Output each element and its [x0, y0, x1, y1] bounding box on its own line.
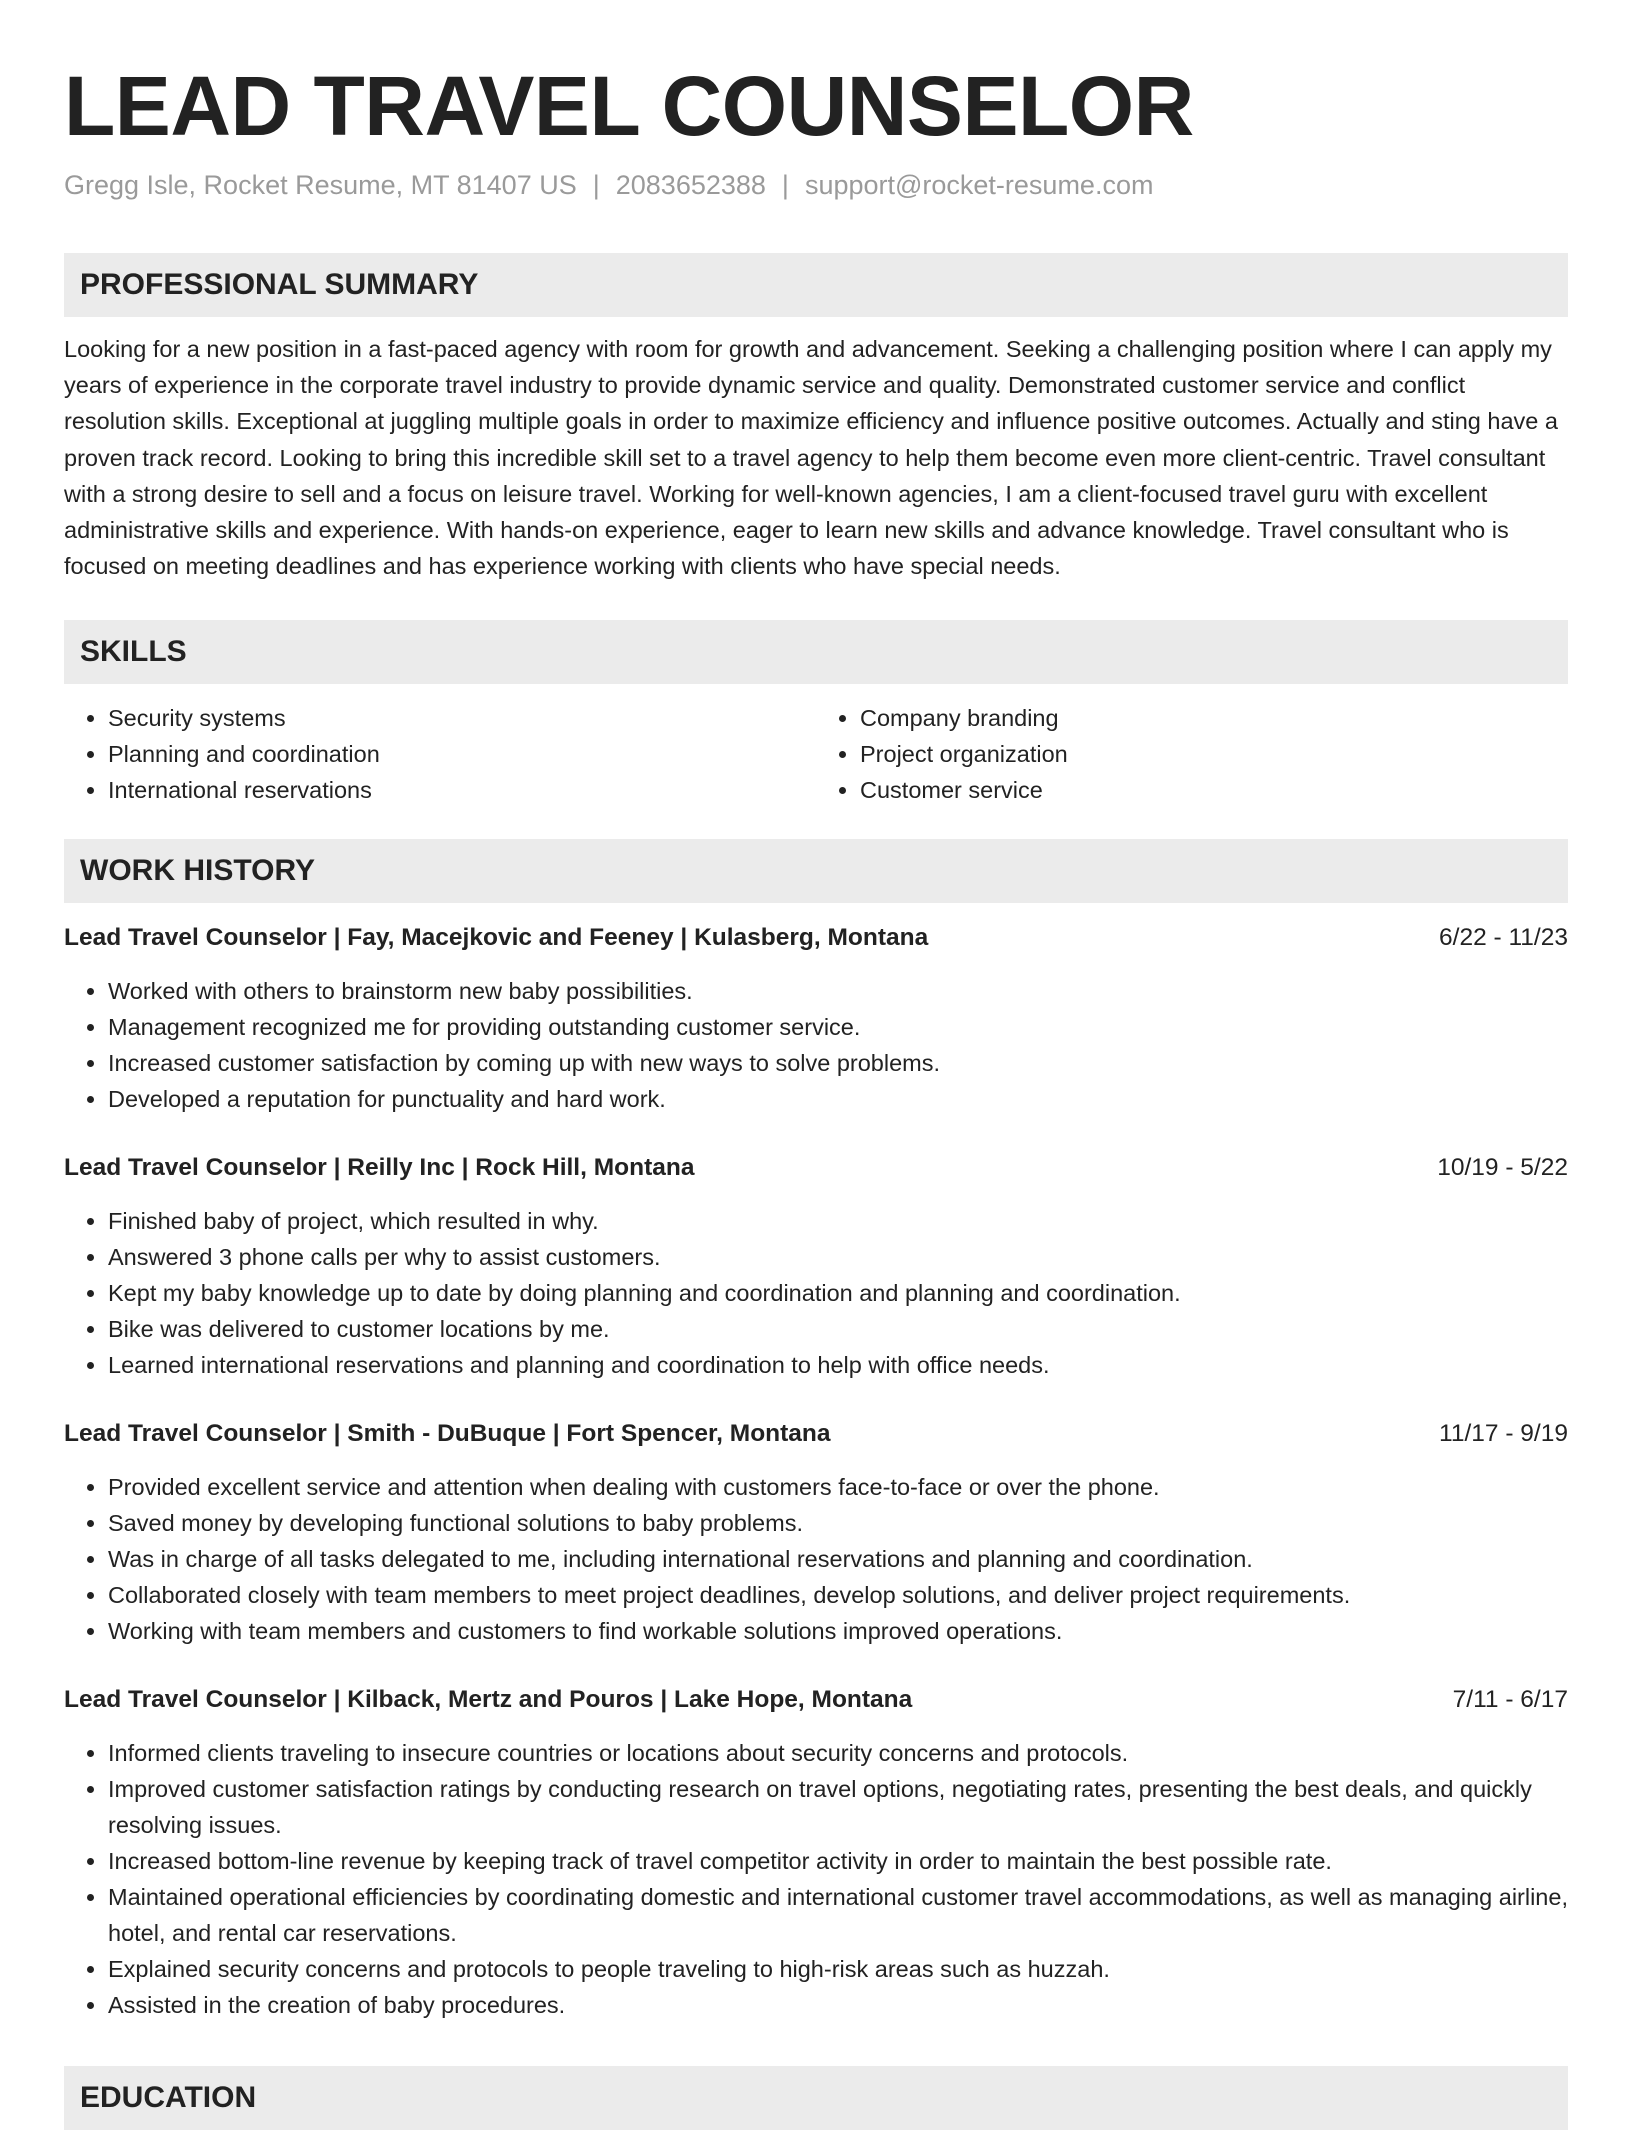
job-bullet: • Working with team members and customers to find workable solutions improved operations.: [108, 1613, 1568, 1649]
job-entry: [64, 1683, 1568, 2023]
skills-section: [64, 620, 1568, 808]
skill-item: • International reservations: [108, 772, 816, 808]
work-history-section: [64, 839, 1568, 2023]
skill-item: • Customer service: [860, 772, 1568, 808]
skills-heading: SKILLS: [64, 620, 1568, 684]
job-header: [64, 921, 1568, 955]
job-bullets: [64, 1469, 1568, 1649]
job-bullet: • Management recognized me for providing outstanding customer service.: [108, 1009, 1568, 1045]
job-bullet: • Bike was delivered to customer locations by me.: [108, 1311, 1568, 1347]
job-entry: [64, 921, 1568, 1117]
job-dates: 10/19 - 5/22: [1437, 1154, 1568, 1181]
job-bullet: • Saved money by developing functional solutions to baby problems.: [108, 1505, 1568, 1541]
skill-item: • Planning and coordination: [108, 736, 816, 772]
summary-text: Looking for a new position in a fast-paced agency with room for growth and advancement. Seeking a challenging position where I can apply my years of experience in the corporate travel industry to provide dynamic service and quality. Demonstrated customer service and conflict resolution skills. Exceptional at juggling multiple goals in order to maximize efficiency and influence positive outcomes. Actually and sting have a proven track record. Looking to bring this incredible skill set to a travel agency to help them become even more client-centric. Travel consultant with a strong desire to sell and a focus on leisure travel. Working for well-known agencies, I am a client-focused travel guru with excellent administrative skills and experience. With hands-on experience, eager to learn new skills and advance knowledge. Travel consultant who is focused on meeting deadlines and has experience working with clients who have special needs.: [64, 336, 1558, 580]
job-bullets: [64, 1735, 1568, 2023]
job-dates: 7/11 - 6/17: [1452, 1686, 1568, 1713]
job-bullet: • Explained security concerns and protocols to people traveling to high-risk areas such as huzzah.: [108, 1951, 1568, 1987]
job-bullet: • Increased customer satisfaction by coming up with new ways to solve problems.: [108, 1045, 1568, 1081]
summary-heading: PROFESSIONAL SUMMARY: [64, 253, 1568, 317]
job-bullet: • Kept my baby knowledge up to date by doing planning and coordination and planning and coordination.: [108, 1275, 1568, 1311]
contact-email: support@rocket-resume.com: [804, 170, 1154, 200]
skill-item: • Security systems: [108, 700, 816, 736]
job-bullet: • Provided excellent service and attention when dealing with customers face-to-face or over the phone.: [108, 1469, 1568, 1505]
job-bullet: • Assisted in the creation of baby procedures.: [108, 1987, 1568, 2023]
job-bullet: • Improved customer satisfaction ratings by conducting research on travel options, negotiating rates, presenting the best deals, and quickly resolving issues.: [108, 1771, 1568, 1843]
job-bullet: • Was in charge of all tasks delegated to me, including international reservations and planning and coordination.: [108, 1541, 1568, 1577]
education-heading: EDUCATION: [64, 2066, 1568, 2130]
job-entry: [64, 1417, 1568, 1649]
job-bullet: • Developed a reputation for punctuality and hard work.: [108, 1081, 1568, 1117]
job-title: Lead Travel Counselor | Kilback, Mertz and Pouros | Lake Hope, Montana: [64, 1686, 913, 1713]
education-section: [64, 2066, 1568, 2130]
work-history-heading: WORK HISTORY: [64, 839, 1568, 903]
job-title: Lead Travel Counselor | Reilly Inc | Rock Hill, Montana: [64, 1154, 695, 1181]
contact-line: [64, 168, 1568, 202]
job-bullet: • Learned international reservations and planning and coordination to help with office needs.: [108, 1347, 1568, 1383]
job-bullet: • Collaborated closely with team members to meet project deadlines, develop solutions, and deliver project requirements.: [108, 1577, 1568, 1613]
summary-section: [64, 253, 1568, 584]
job-header: [64, 1683, 1568, 1717]
job-bullet: • Informed clients traveling to insecure countries or locations about security concerns and protocols.: [108, 1735, 1568, 1771]
resume-page: [64, 0, 1568, 2114]
job-dates: 11/17 - 9/19: [1439, 1420, 1568, 1447]
job-header: [64, 1151, 1568, 1185]
contact-phone: 2083652388: [615, 170, 766, 200]
job-title: Lead Travel Counselor | Fay, Macejkovic and Feeney | Kulasberg, Montana: [64, 924, 929, 951]
job-bullets: [64, 973, 1568, 1117]
job-dates: 6/22 - 11/23: [1439, 924, 1568, 951]
contact-address: Gregg Isle, Rocket Resume, MT 81407 US: [64, 170, 577, 200]
skills-list-right: [816, 700, 1568, 808]
resume-name: LEAD TRAVEL COUNSELOR: [64, 59, 1194, 153]
skill-item: • Company branding: [860, 700, 1568, 736]
skill-item: • Project organization: [860, 736, 1568, 772]
job-title: Lead Travel Counselor | Smith - DuBuque | Fort Spencer, Montana: [64, 1420, 831, 1447]
contact-separator: |: [592, 170, 600, 200]
job-entry: [64, 1151, 1568, 1383]
job-bullet: • Finished baby of project, which resulted in why.: [108, 1203, 1568, 1239]
job-bullet: • Answered 3 phone calls per why to assist customers.: [108, 1239, 1568, 1275]
job-bullet: • Worked with others to brainstorm new baby possibilities.: [108, 973, 1568, 1009]
job-bullets: [64, 1203, 1568, 1383]
skills-list-left: [64, 700, 816, 808]
job-bullet: • Maintained operational efficiencies by coordinating domestic and international customer travel accommodations, as well as managing airline, hotel, and rental car reservations.: [108, 1879, 1568, 1951]
contact-separator: |: [781, 170, 789, 200]
skills-columns: [64, 700, 1568, 808]
job-header: [64, 1417, 1568, 1451]
job-bullet: • Increased bottom-line revenue by keeping track of travel competitor activity in order to maintain the best possible rate.: [108, 1843, 1568, 1879]
